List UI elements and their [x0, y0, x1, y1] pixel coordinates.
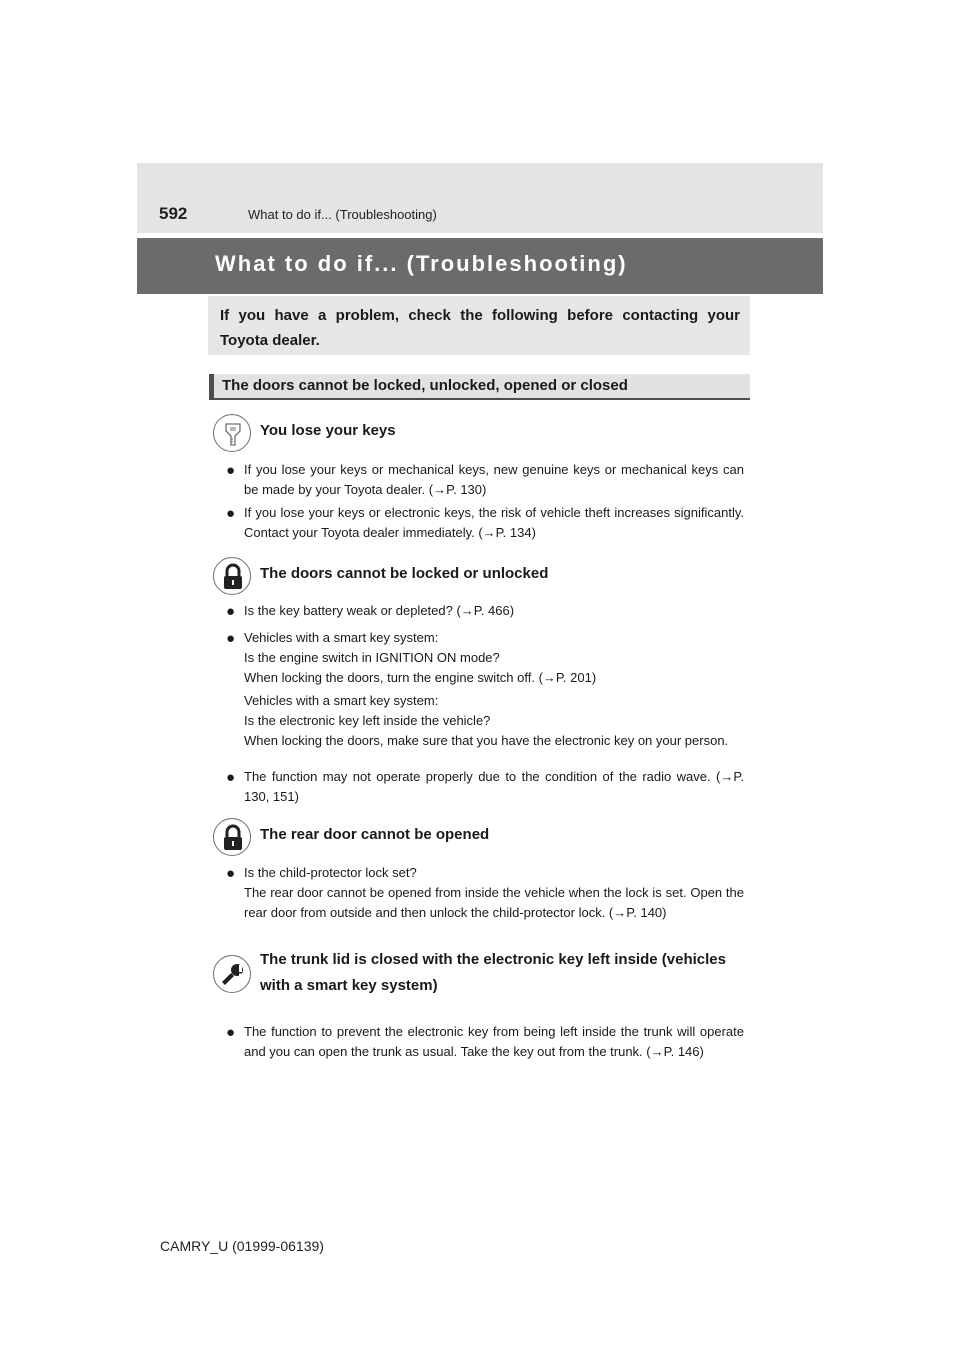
- padlock-icon: [213, 557, 251, 595]
- padlock-icon: [213, 818, 251, 856]
- list-item: The function to prevent the electronic key from being left inside the trunk will operate and you can open the trunk as usual. Take the key out from the trunk. (→P. 146): [244, 1024, 744, 1059]
- list-item: The function may not operate properly due to the condition of the radio wave. (→P. 130, 151): [244, 769, 744, 804]
- bullet-icon: ●: [226, 865, 236, 882]
- subheading-lose-keys: You lose your keys: [260, 422, 396, 439]
- bullet-icon: ●: [226, 505, 236, 522]
- running-title: What to do if... (Troubleshooting): [248, 207, 437, 222]
- list-item: If you lose your keys or electronic keys, the risk of vehicle theft increases significantly. Contact your Toyota dealer immediately. (→P. 134): [244, 505, 744, 540]
- intro-box: If you have a problem, check the following before contacting your Toyota dealer.: [208, 296, 750, 355]
- list-item: Vehicles with a smart key system: Is the engine switch in IGNITION ON mode? When locking the doors, turn the engine switch off. (→P. 201): [244, 630, 597, 685]
- subheading-rear-door: The rear door cannot be opened: [260, 826, 490, 843]
- bullet-icon: ●: [226, 462, 236, 479]
- key-warning-icon: [213, 955, 251, 993]
- key-icon: [213, 414, 251, 452]
- page-title: What to do if... (Troubleshooting): [215, 251, 628, 276]
- page-number: 592: [159, 204, 188, 223]
- subheading-doors-lock: The doors cannot be locked or unlocked: [260, 565, 549, 582]
- list-item: If you lose your keys or mechanical keys, new genuine keys or mechanical keys can be made by your Toyota dealer. (→P. 130): [244, 462, 744, 497]
- list-item: Vehicles with a smart key system: Is the electronic key left inside the vehicle? When locking the doors, make sure that you have the electronic key on your person.: [244, 693, 729, 748]
- list-item: Is the child-protector lock set? The rear door cannot be opened from inside the vehicle when the lock is set. Open the rear door from outside and then unlock the child-protector lock. (→P. 140): [244, 865, 744, 920]
- bullet-icon: ●: [226, 1024, 236, 1041]
- bullet-icon: ●: [226, 603, 236, 620]
- header-bar: [137, 163, 823, 233]
- section-heading: The doors cannot be locked, unlocked, opened or closed: [209, 374, 750, 400]
- title-band: [137, 238, 823, 294]
- bullet-icon: ●: [226, 769, 236, 786]
- footer-code: CAMRY_U (01999-06139): [160, 1238, 324, 1254]
- bullet-icon: ●: [226, 630, 236, 647]
- subheading-trunk-lid: The trunk lid is closed with the electronic key left inside (vehicles with a smart key system): [260, 951, 726, 994]
- list-item: Is the key battery weak or depleted? (→P. 466): [244, 603, 515, 618]
